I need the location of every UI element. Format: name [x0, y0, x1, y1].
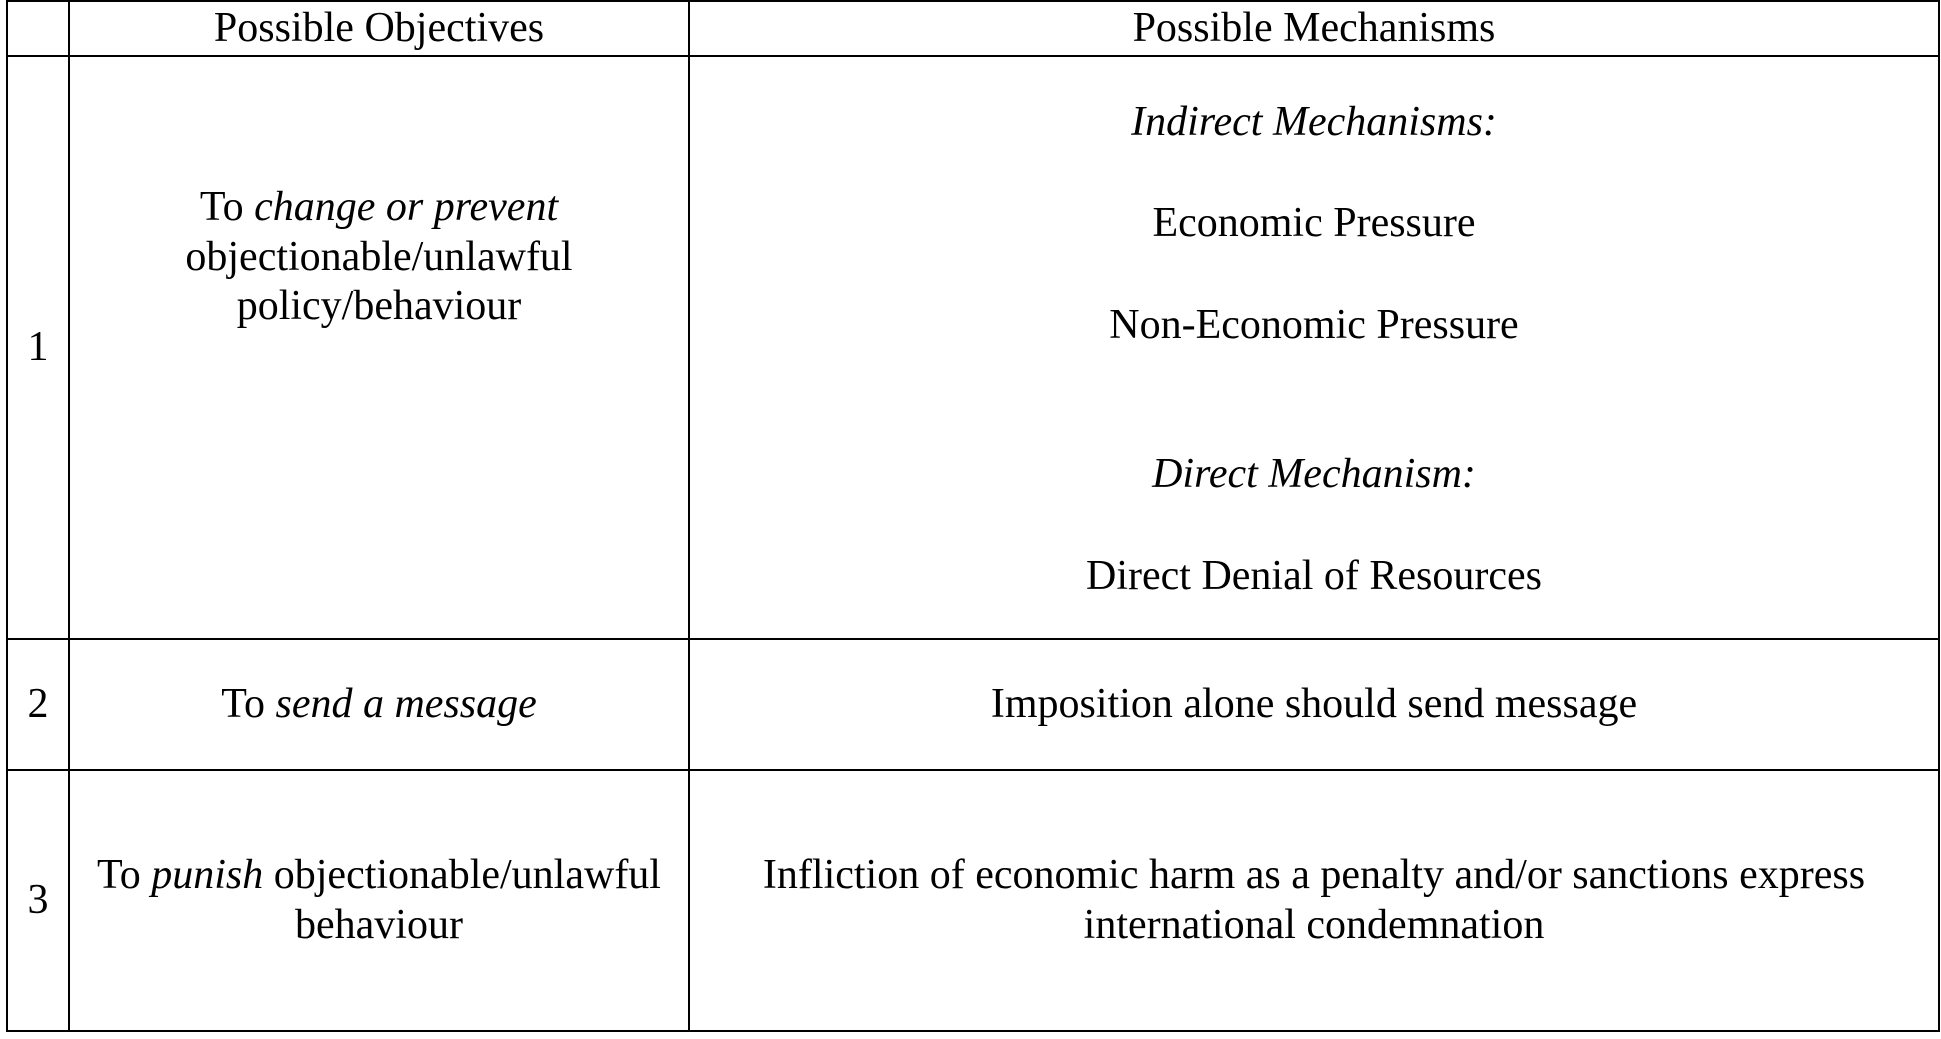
objective-emphasis: send a message — [275, 680, 537, 727]
table-row — [7, 56, 1939, 639]
row-number: 1 — [7, 56, 69, 639]
objective-emphasis: change or prevent — [254, 184, 559, 231]
objective-cell — [69, 770, 689, 1031]
objective-text — [70, 851, 688, 950]
row-number: 2 — [7, 639, 69, 770]
header-mechanisms-cell: Possible Mechanisms — [689, 1, 1939, 56]
mechanism-item: Non-Economic Pressure — [1109, 301, 1519, 348]
objective-cell — [69, 56, 689, 639]
mechanism-cell — [689, 56, 1939, 639]
mechanism-cell: Imposition alone should send message — [689, 639, 1939, 770]
row-number: 3 — [7, 770, 69, 1031]
mechanism-item: Economic Pressure — [1152, 200, 1476, 247]
table-row — [7, 770, 1939, 1031]
objective-emphasis: punish — [151, 851, 264, 898]
objective-text — [70, 680, 688, 730]
objective-prefix: To — [97, 851, 152, 898]
objective-prefix: To — [199, 184, 255, 231]
header-objectives-cell: Possible Objectives — [69, 1, 689, 56]
objective-prefix: To — [221, 680, 276, 727]
mechanism-text: Infliction of economic harm as a penalty and/or sanctions express international condemnation — [762, 851, 1866, 948]
mechanism-list — [690, 98, 1938, 602]
objective-suffix: objectionable/unlawful policy/behaviour — [185, 233, 573, 330]
indirect-mechanisms-heading: Indirect Mechanisms: — [1131, 98, 1497, 145]
objective-suffix: objectionable/unlawful behaviour — [263, 851, 661, 948]
mechanism-cell — [689, 770, 1939, 1031]
table-row — [7, 639, 1939, 770]
objective-cell — [69, 639, 689, 770]
objectives-mechanisms-table — [6, 0, 1940, 1032]
direct-mechanism-heading: Direct Mechanism: — [1152, 451, 1476, 498]
objective-text — [70, 183, 688, 332]
table-header-row — [7, 1, 1939, 56]
mechanism-item: Direct Denial of Resources — [1086, 552, 1542, 599]
header-number-cell — [7, 1, 69, 56]
